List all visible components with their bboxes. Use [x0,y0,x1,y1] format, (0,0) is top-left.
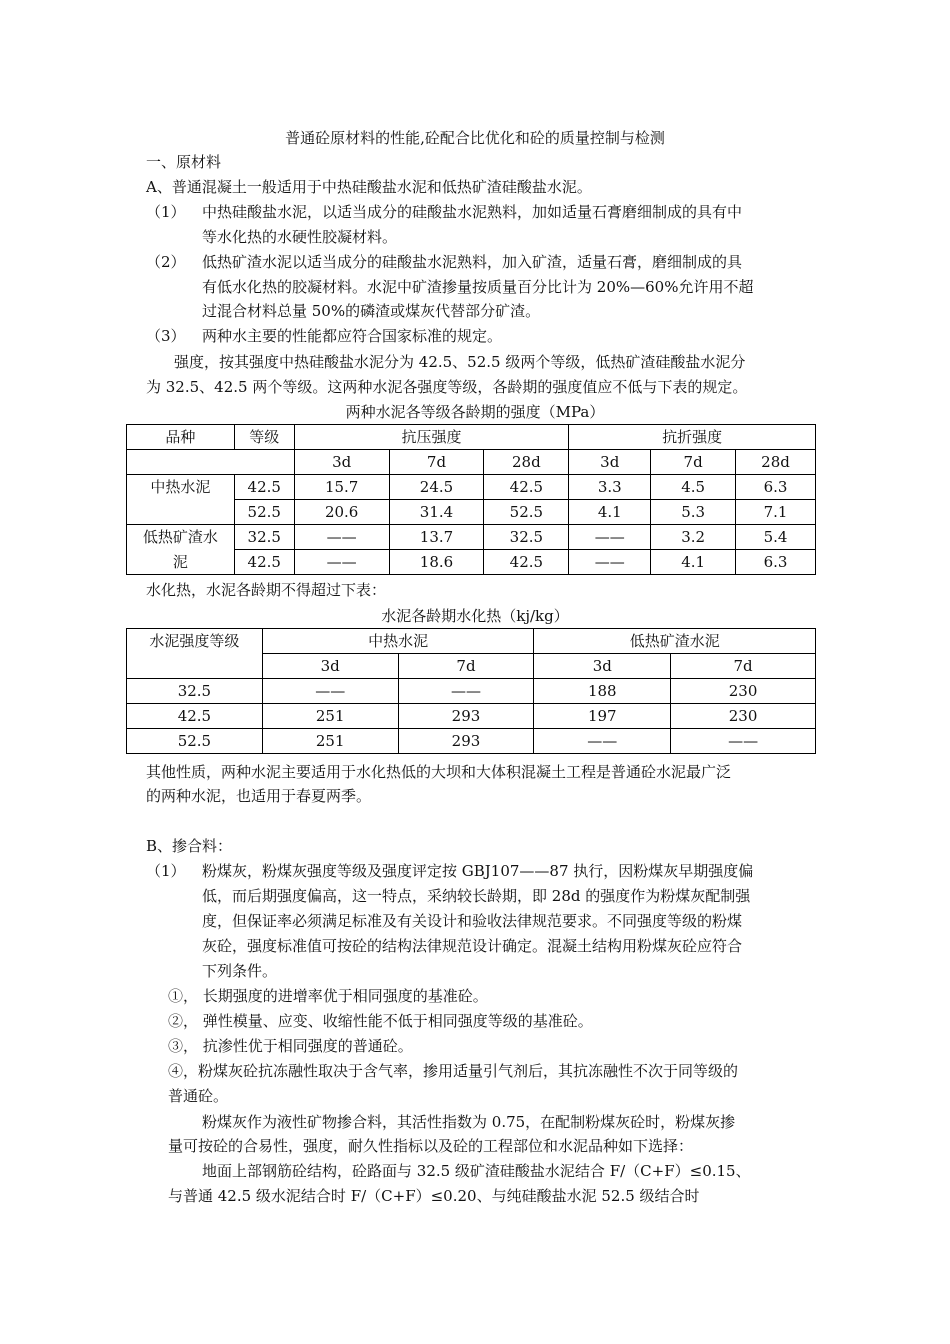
table-cell: —— [569,550,651,575]
table-cell: —— [294,525,389,550]
table-cell: —— [534,729,671,754]
table-cell: 42.5 [234,550,294,575]
table-cell: 230 [671,679,816,704]
table-header-mid-heat: 中热水泥 [262,629,534,654]
table-cell [234,450,294,475]
section-heading-admixture: B、掺合料： [146,837,233,855]
table-row [127,475,816,500]
item-text: 度，但保证率必须满足标准及有关设计和验收法律规范要求。不同强度等级的粉煤 [202,912,743,930]
table-cell: 32.5 [127,679,263,704]
table-cell: 42.5 [234,475,294,500]
condition-item: ③， 抗渗性优于相同强度的普通砼。 [168,1037,413,1055]
table-cell: 13.7 [389,525,484,550]
table-cell: 4.5 [651,475,736,500]
table-cell: 3.3 [569,475,651,500]
table-row [127,629,816,654]
table-header-age: 7d [398,654,534,679]
table-cell: 32.5 [234,525,294,550]
table-row [127,425,816,450]
item-text: 灰砼，强度标准值可按砼的结构法律规范设计确定。混凝土结构用粉煤灰砼应符合 [202,937,743,955]
table-cell: 197 [534,704,671,729]
table-header-age: 3d [569,450,651,475]
table-header-low-heat: 低热矿渣水泥 [534,629,816,654]
table-header-age: 7d [651,450,736,475]
table-cell: 7.1 [736,500,816,525]
table-cell-kind: 中热水泥 [127,475,235,500]
item-number: （3） [146,327,186,345]
item-text: 下列条件。 [202,962,278,980]
table-cell: —— [398,679,534,704]
table-row [127,704,816,729]
paragraph-a-intro: A、普通混凝土一般适用于中热硅酸盐水泥和低热矿渣硅酸盐水泥。 [146,178,592,196]
table-header-flexural: 抗折强度 [569,425,816,450]
table-header-grade: 等级 [234,425,294,450]
other-paragraph: 的两种水泥，也适用于春夏两季。 [146,787,372,805]
table-cell: —— [671,729,816,754]
table-row [127,550,816,575]
item-text: 低，而后期强度偏高，这一特点，采纳较长龄期，即 28d 的强度作为粉煤灰配制强 [202,887,751,905]
table-header-cement-grade: 水泥强度等级 [127,629,263,679]
item-number: （1） [146,862,186,880]
table-cell: 251 [262,704,398,729]
condition-item: ②， 弹性模量、应变、收缩性能不低于相同强度等级的基准砼。 [168,1012,593,1030]
table-header-kind: 品种 [127,425,235,450]
item-text: 低热矿渣水泥以适当成分的硅酸盐水泥熟料，加入矿渣，适量石膏，磨细制成的具 [202,253,743,271]
table-cell: 52.5 [484,500,569,525]
table-row [127,500,816,525]
table-cell: 15.7 [294,475,389,500]
table-cell: —— [569,525,651,550]
table-cell: 52.5 [234,500,294,525]
item-text: 等水化热的水硬性胶凝材料。 [202,228,398,246]
ground-paragraph: 地面上部钢筋砼结构，砼路面与 32.5 级矿渣硅酸盐水泥结合 F/（C+F）≤0.15、 [202,1162,751,1180]
ground-paragraph: 与普通 42.5 级水泥结合时 F/（C+F）≤0.20、与纯硅酸盐水泥 52.5 级结合时 [168,1187,700,1205]
table-cell: 251 [262,729,398,754]
table-cell [127,500,235,525]
flyash-paragraph: 粉煤灰作为液性矿物掺合料，其活性指数为 0.75，在配制粉煤灰砼时，粉煤灰掺 [202,1113,736,1131]
item-number: （2） [146,253,186,271]
table-cell: 20.6 [294,500,389,525]
table-cell: 6.3 [736,550,816,575]
table-cell-kind: 低热矿渣水 [127,525,235,550]
table-header-age: 3d [294,450,389,475]
item-text: 中热硅酸盐水泥，以适当成分的硅酸盐水泥熟料，加如适量石膏磨细制成的具有中 [202,203,743,221]
table-cell: 24.5 [389,475,484,500]
table-cell: 293 [398,704,534,729]
table-row [127,679,816,704]
table-cell: 52.5 [127,729,263,754]
other-paragraph: 其他性质，两种水泥主要适用于水化热低的大坝和大体积混凝土工程是普通砼水泥最广泛 [146,763,732,781]
item-text: 粉煤灰，粉煤灰强度等级及强度评定按 GBJ107——87 执行，因粉煤灰早期强度偏 [202,862,754,880]
table-header-age: 28d [736,450,816,475]
table-header-age: 3d [262,654,398,679]
table-cell [127,450,235,475]
table-cell: —— [294,550,389,575]
item-number: （1） [146,203,186,221]
table-cell: 4.1 [651,550,736,575]
table-cell: —— [262,679,398,704]
condition-item: 普通砼。 [168,1087,229,1105]
heat-intro: 水化热，水泥各龄期不得超过下表： [146,581,387,599]
table-header-age: 3d [534,654,671,679]
table-cell: 293 [398,729,534,754]
item-text: 有低水化热的胶凝材料。水泥中矿渣掺量按质量百分比计为 20%—60%允许用不超 [202,278,754,296]
condition-item: ①， 长期强度的进增率优于相同强度的基准砼。 [168,987,488,1005]
table-row [127,450,816,475]
table-header-compressive: 抗压强度 [294,425,569,450]
table-cell: 230 [671,704,816,729]
table-cell: 42.5 [127,704,263,729]
table-header-age: 7d [389,450,484,475]
table-cell: 31.4 [389,500,484,525]
table-row [127,525,816,550]
strength-table [126,424,816,575]
table-cell: 3.2 [651,525,736,550]
table-cell-kind: 泥 [127,550,235,575]
item-text: 两种水主要的性能都应符合国家标准的规定。 [202,327,503,345]
table-header-age: 7d [671,654,816,679]
table-cell: 6.3 [736,475,816,500]
table-cell: 32.5 [484,525,569,550]
table-cell: 4.1 [569,500,651,525]
table-cell: 18.6 [389,550,484,575]
table-cell: 5.3 [651,500,736,525]
table1-caption: 两种水泥各等级各龄期的强度（MPa） [345,403,605,421]
table-cell: 5.4 [736,525,816,550]
table2-caption: 水泥各龄期水化热（kj/kg） [381,607,569,625]
table-cell: 42.5 [484,475,569,500]
heat-table [126,628,816,754]
table-cell: 188 [534,679,671,704]
section-heading-materials: 一、原材料 [146,153,222,171]
flyash-paragraph: 量可按砼的合易性，强度，耐久性指标以及砼的工程部位和水泥品种如下选择： [168,1137,694,1155]
condition-item: ④，粉煤灰砼抗冻融性取决于含气率，掺用适量引气剂后，其抗冻融性不次于同等级的 [168,1062,739,1080]
strength-paragraph: 强度，按其强度中热硅酸盐水泥分为 42.5、52.5 级两个等级，低热矿渣硅酸盐水泥分 [174,353,746,371]
table-row [127,729,816,754]
table-header-age: 28d [484,450,569,475]
table-cell: 42.5 [484,550,569,575]
document-title: 普通砼原材料的性能,砼配合比优化和砼的质量控制与检测 [285,129,665,147]
item-text: 过混合材料总量 50%的磷渣或煤灰代替部分矿渣。 [202,302,541,320]
strength-paragraph: 为 32.5、42.5 两个等级。这两种水泥各强度等级，各龄期的强度值应不低与下表的规定。 [146,378,748,396]
